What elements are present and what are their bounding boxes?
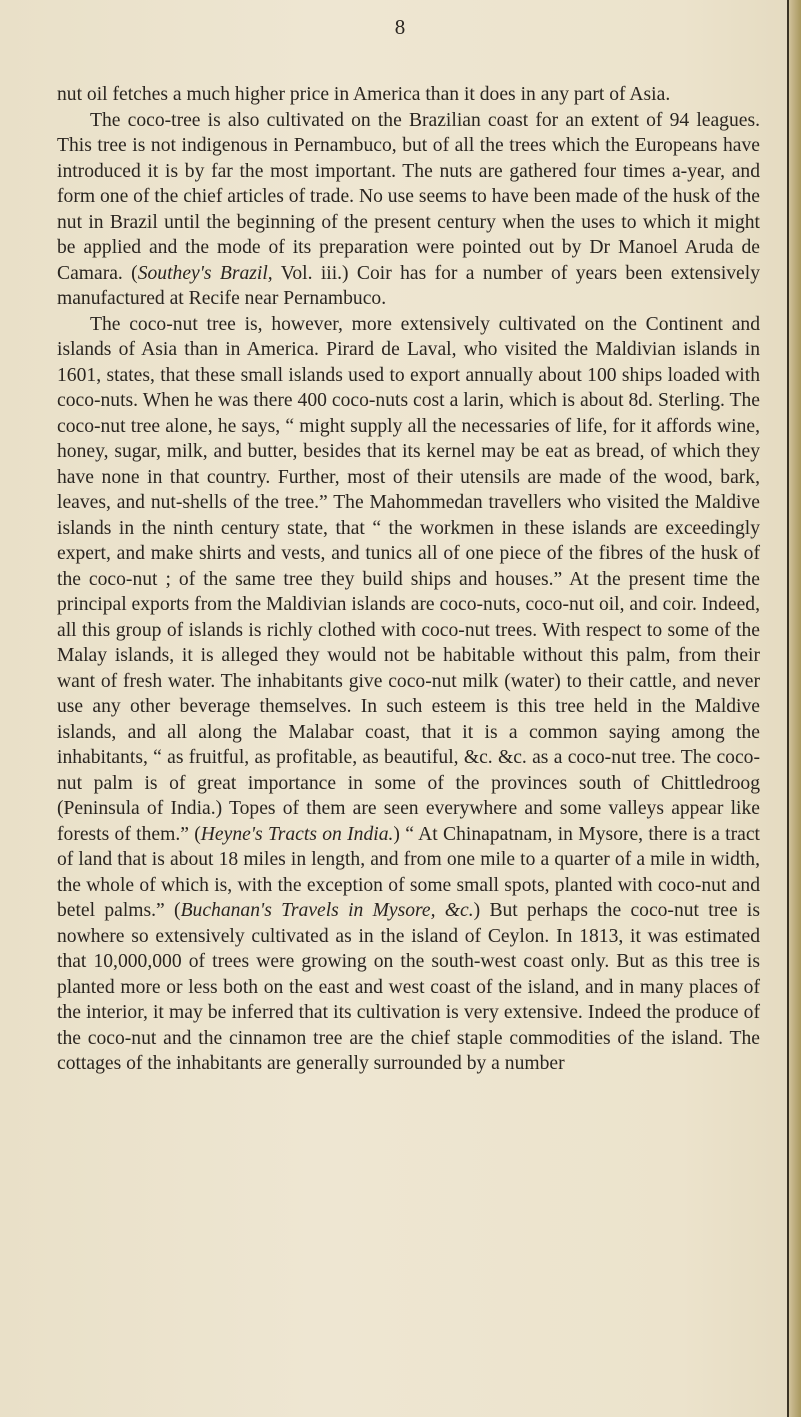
- paragraph: [57, 108, 760, 312]
- page-edge-line: [787, 0, 789, 1417]
- italic-citation: Buchanan's Travels in Mysore, &c.: [180, 900, 474, 921]
- text-run: ) But perhaps the coco-nut tree is nowhere so extensively cultivated as in the island of Ceylon. In 1813, it was estimated that 10,000,000 of trees were growing on the south-west coast only. But as this tree is planted more or less both on the east and west coast of the island, and in many places of the interior, it may be inferred that its cultivation is very extensive. Indeed the produce of the coco-nut and the cinnamon tree are the chief staple commodities of the island. The cottages of the inhabitants are generally surrounded by a number: [57, 900, 760, 1074]
- text-run: nut oil fetches a much higher price in America than it does in any part of Asia.: [57, 84, 671, 105]
- paragraph: [57, 82, 760, 108]
- adjacent-page-edge: [787, 0, 801, 1417]
- text-run: ) “ At Chinapatnam, in Mysore, there is a tract of land that is about 18 miles in length, and from one mile to a quarter of a mile in width, the whole of which is, with the exception of some small spots, planted with coco-nut and betel palms.” (: [57, 823, 760, 921]
- italic-citation: Southey's Brazil,: [137, 262, 273, 284]
- paragraph: [57, 312, 760, 1077]
- italic-citation: Heyne's Tracts on India.: [200, 823, 394, 845]
- page-text-body: [57, 82, 760, 1077]
- text-run: The coco-nut tree is, however, more extensively cultivated on the Continent and islands of Asia than in America. Pirard de Laval, who visited the Maldivian islands in 1601, states, that these small islands used to export annually about 100 ships loaded with coco-nuts. When he was there 400 coco-nuts cost a larin, which is about 8d. Sterling. The coco-nut tree alone, he says, “ might supply all the necessaries of life, for it affords wine, honey, sugar, milk, and butter, besides that its kernel may be eat as bread, of which they have none in that country. Further, most of their utensils are made of the wood, bark, leaves, and nut-shells of the tree.” The Mahommedan travellers who visited the Maldive islands in the ninth century state, that “ the workmen in these islands are exceedingly expert, and make shirts and vests, and tunics all of one piece of the fibres of the husk of the coco-nut ; of the same tree they build ships and houses.” At the present time the principal exports from the Maldivian islands are coco-nuts, coco-nut oil, and coir. Indeed, all this group of islands is richly clothed with coco-nut trees. With respect to some of the Malay islands, it is alleged they would not be habitable without this palm, from their want of fresh water. The inhabitants give coco-nut milk (water) to their cattle, and never use any other beverage themselves. In such esteem is this tree held in the Maldive islands, and all along the Malabar coast, that it is a common saying among the inhabitants, “ as fruitful, as profitable, as beautiful, &c. &c. as a coco-nut tree. The coco-nut palm is of great importance in some of the provinces south of Chittledroog (Peninsula of India.) Topes of them are seen everywhere and some valleys appear like forests of them.” (: [57, 313, 760, 845]
- text-run: The coco-tree is also cultivated on the Brazilian coast for an extent of 94 leagues. This tree is not indigenous in Pernambuco, but of all the trees which the Europeans have introduced it is by far the most important. The nuts are gathered four times a-year, and form one of the chief articles of trade. No use seems to have been made of the husk of the nut in Brazil until the beginning of the present century when the uses to which it might be applied and the mode of its preparation were pointed out by Dr Manoel Aruda de Camara. (: [57, 109, 760, 284]
- page-number: 8: [394, 15, 407, 39]
- text-run: Vol. iii.) Coir has for a number of years been extensively manufactured at Recife near Pernambuco.: [57, 262, 760, 309]
